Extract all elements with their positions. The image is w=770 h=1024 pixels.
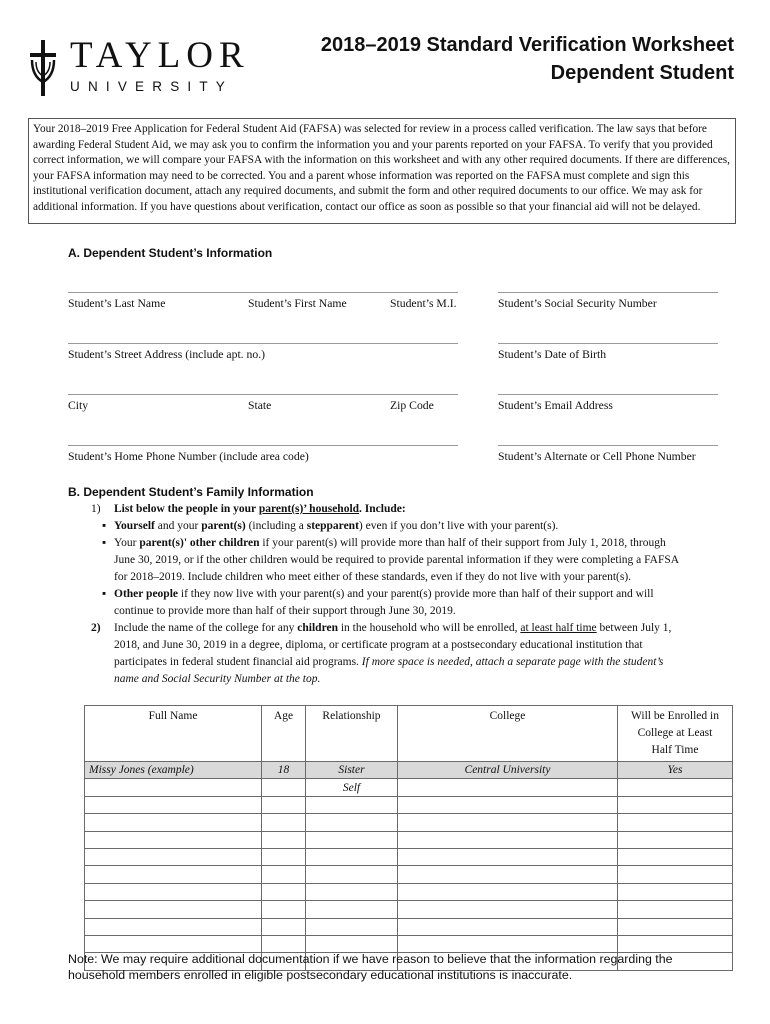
table-cell[interactable] xyxy=(306,848,398,865)
last-name-label: Student’s Last Name xyxy=(68,297,166,310)
city-state-zip-line[interactable] xyxy=(68,394,458,395)
table-cell[interactable] xyxy=(262,883,306,900)
table-cell[interactable] xyxy=(398,866,618,883)
table-row xyxy=(85,883,733,900)
table-cell[interactable] xyxy=(398,935,618,952)
bullet-icon: ▪ xyxy=(102,520,107,532)
table-cell[interactable] xyxy=(306,918,398,935)
header-enrolled: Will be Enrolled in College at Least Half Time xyxy=(618,706,733,762)
table-row xyxy=(85,866,733,883)
dob-label: Student’s Date of Birth xyxy=(498,348,607,361)
dob-line[interactable] xyxy=(498,343,718,344)
address-line[interactable] xyxy=(68,343,458,344)
item-2-text: Include the name of the college for any children in the household who will be enrolled, at least half time between July 1, xyxy=(114,622,672,634)
table-cell[interactable] xyxy=(85,901,262,918)
item-2-number: 2) xyxy=(91,622,101,634)
home-phone-label: Student’s Home Phone Number (include area code) xyxy=(68,450,309,463)
household-table xyxy=(84,705,733,971)
table-cell[interactable] xyxy=(398,848,618,865)
table-cell[interactable] xyxy=(85,814,262,831)
table-cell[interactable] xyxy=(618,796,733,813)
example-enrolled: Yes xyxy=(618,762,733,779)
table-cell[interactable] xyxy=(618,883,733,900)
bullet-3-text: Other people if they now live with your parent(s) and your parent(s) provide more than half of their support and will xyxy=(114,588,654,600)
ssn-line[interactable] xyxy=(498,292,718,293)
email-label: Student’s Email Address xyxy=(498,399,613,412)
table-cell[interactable] xyxy=(398,779,618,796)
item-2-line-4: name and Social Security Number at the top. xyxy=(114,673,321,685)
header-college: College xyxy=(398,706,618,762)
table-cell[interactable] xyxy=(398,831,618,848)
page-title: 2018–2019 Standard Verification Worksheet xyxy=(320,34,734,56)
table-cell[interactable] xyxy=(85,848,262,865)
bullet-2-line-3: for 2018–2019. Include children who meet either of these standards, even if they do not live with your parent(s). xyxy=(114,571,632,583)
table-cell[interactable] xyxy=(262,901,306,918)
home-phone-line[interactable] xyxy=(68,445,458,446)
table-cell[interactable] xyxy=(306,901,398,918)
address-label: Student’s Street Address (include apt. no.) xyxy=(68,348,266,361)
email-line[interactable] xyxy=(498,394,718,395)
table-cell[interactable] xyxy=(398,796,618,813)
table-cell[interactable] xyxy=(398,814,618,831)
table-cell[interactable] xyxy=(398,883,618,900)
bullet-2-text: Your parent(s)' other children if your parent(s) will provide more than half of their support from July 1, 2018, through xyxy=(114,537,666,549)
table-row xyxy=(85,901,733,918)
table-cell[interactable] xyxy=(618,901,733,918)
table-cell[interactable] xyxy=(306,814,398,831)
page-subtitle: Dependent Student xyxy=(550,62,734,84)
example-name: Missy Jones (example) xyxy=(85,762,262,779)
ssn-label: Student’s Social Security Number xyxy=(498,297,657,310)
bullet-1-text: Yourself and your parent(s) (including a stepparent) even if you don’t live with your parent(s). xyxy=(114,520,559,532)
table-cell[interactable] xyxy=(618,848,733,865)
last-first-mi-line[interactable] xyxy=(68,292,458,293)
intro-box: Your 2018–2019 Free Application for Federal Student Aid (FAFSA) was selected for review in a process called verification. The law says that before awarding Federal Student Aid, we may ask you to confirm the information you and your parents reported on your FAFSA. To verify that you provided correct information, we will compare your FAFSA with the information on this worksheet and with any other required documents. If there are differences, your FAFSA information may need to be corrected. You and a parent whose information was reported on the FAFSA must complete and sign this institutional verification document, attach any required documents, and submit the form and other required documents to our office. We may ask for additional information. If you have questions about verification, contact our office as soon as possible so that your financial aid will not be delayed. xyxy=(28,118,736,224)
table-cell[interactable] xyxy=(85,831,262,848)
table-cell[interactable] xyxy=(306,796,398,813)
table-cell[interactable] xyxy=(398,901,618,918)
item-2-line-3: participates in federal student financial aid programs. If more space is needed, attach a separate page with the student’s xyxy=(114,656,664,668)
table-cell[interactable] xyxy=(85,918,262,935)
table-cell[interactable] xyxy=(618,831,733,848)
table-cell[interactable] xyxy=(306,831,398,848)
table-row xyxy=(85,918,733,935)
table-row-self xyxy=(85,779,733,796)
example-relationship: Sister xyxy=(306,762,398,779)
taylor-logo-cross-icon xyxy=(28,40,58,96)
self-relationship: Self xyxy=(306,779,398,796)
mi-label: Student’s M.I. xyxy=(390,297,457,310)
table-cell[interactable] xyxy=(398,918,618,935)
table-cell[interactable] xyxy=(85,866,262,883)
table-cell[interactable] xyxy=(85,779,262,796)
table-cell[interactable] xyxy=(85,796,262,813)
alt-phone-label: Student’s Alternate or Cell Phone Number xyxy=(498,450,696,463)
bullet-2-line-2: June 30, 2019, or if the other children would be required to provide parental information if they were completing a FAFSA xyxy=(114,554,680,566)
footer-note: Note: We may require additional documentation if we have reason to believe that the information regarding the household members enrolled in eligible postsecondary educational institutions is inaccurate. xyxy=(68,952,673,982)
table-cell[interactable] xyxy=(262,848,306,865)
bullet-icon: ▪ xyxy=(102,588,107,600)
table-cell[interactable] xyxy=(85,883,262,900)
logo-subtitle: UNIVERSITY xyxy=(70,79,234,94)
table-cell[interactable] xyxy=(306,935,398,952)
logo-name: TAYLOR xyxy=(70,35,250,76)
example-age: 18 xyxy=(262,762,306,779)
table-cell[interactable] xyxy=(262,796,306,813)
table-row xyxy=(85,848,733,865)
table-cell[interactable] xyxy=(306,883,398,900)
table-row xyxy=(85,831,733,848)
header-age: Age xyxy=(262,706,306,762)
state-label: State xyxy=(248,399,272,412)
item-2-line-2: 2018, and June 30, 2019 in a degree, diploma, or certificate program at a postsecondary educational institution that xyxy=(114,639,643,651)
first-name-label: Student’s First Name xyxy=(248,297,347,310)
table-row-example xyxy=(85,762,733,779)
section-a-heading: A. Dependent Student’s Information xyxy=(68,246,273,260)
table-cell[interactable] xyxy=(618,935,733,952)
table-cell[interactable] xyxy=(618,779,733,796)
item-1-number: 1) xyxy=(91,503,101,515)
table-cell[interactable] xyxy=(262,814,306,831)
header-full-name: Full Name xyxy=(85,706,262,762)
alt-phone-line[interactable] xyxy=(498,445,718,446)
zip-label: Zip Code xyxy=(390,399,434,412)
table-row xyxy=(85,796,733,813)
bullet-3-line-2: continue to provide more than half of their support through June 30, 2019. xyxy=(114,605,456,617)
table-cell[interactable] xyxy=(262,918,306,935)
city-label: City xyxy=(68,399,89,412)
table-row xyxy=(85,935,733,952)
table-cell[interactable] xyxy=(262,831,306,848)
table-cell[interactable] xyxy=(618,814,733,831)
header-relationship: Relationship xyxy=(306,706,398,762)
example-college: Central University xyxy=(398,762,618,779)
section-b-heading: B. Dependent Student’s Family Information xyxy=(68,485,314,499)
table-cell[interactable] xyxy=(262,935,306,952)
table-cell[interactable] xyxy=(618,866,733,883)
bullet-icon: ▪ xyxy=(102,537,107,549)
table-cell[interactable] xyxy=(85,935,262,952)
table-cell[interactable] xyxy=(262,779,306,796)
table-cell[interactable] xyxy=(306,866,398,883)
table-row xyxy=(85,814,733,831)
table-cell[interactable] xyxy=(262,866,306,883)
table-cell[interactable] xyxy=(618,918,733,935)
item-1-text: List below the people in your parent(s)’ household. Include: xyxy=(114,503,406,515)
